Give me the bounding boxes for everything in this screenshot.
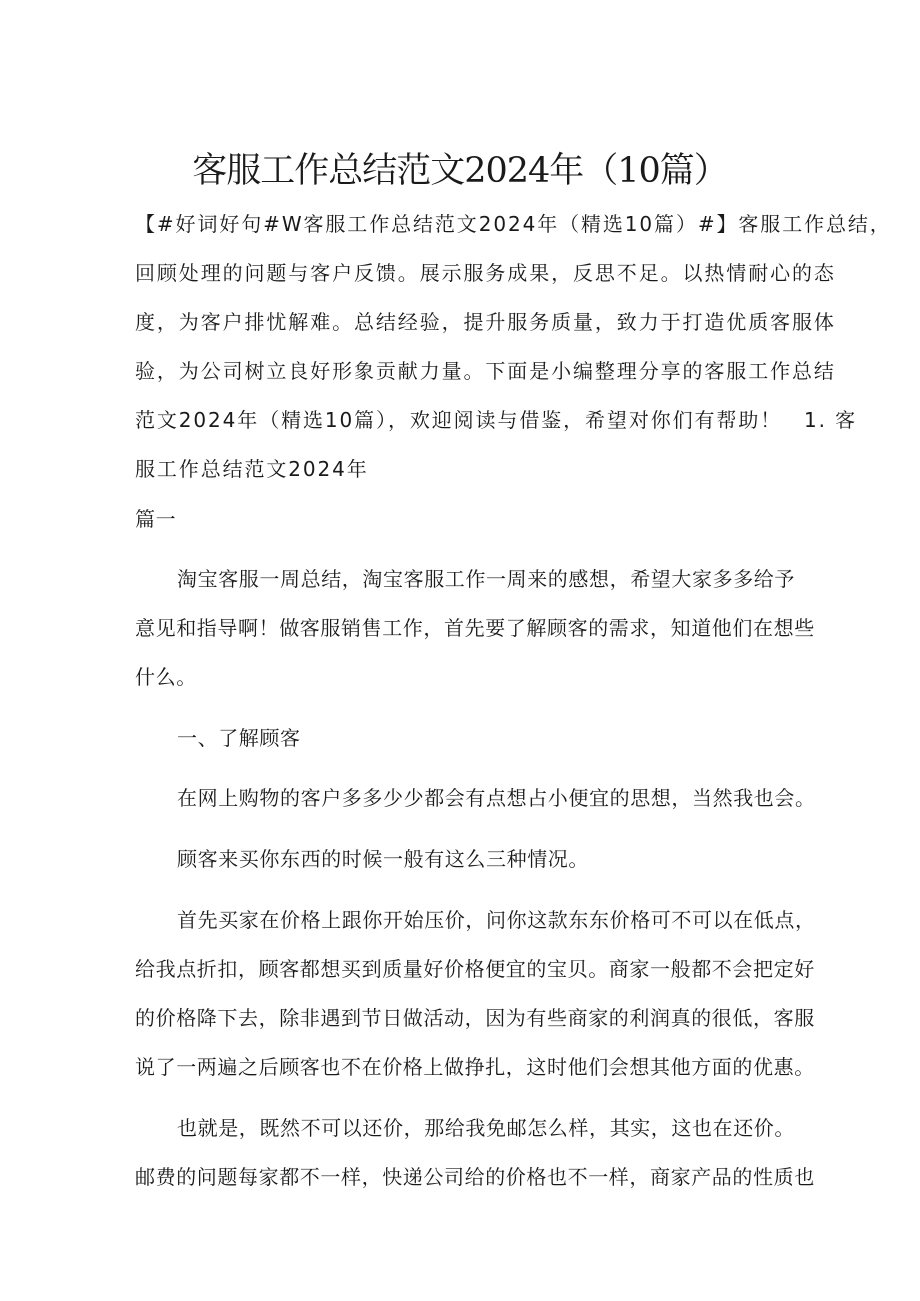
paragraph-line: 的价格降下去，除非遇到节日做活动，因为有些商家的利润真的很低，客服	[135, 1006, 815, 1030]
paragraph-line: 淘宝客服一周总结，淘宝客服工作一周来的感想，希望大家多多给予	[177, 567, 795, 591]
subheading: 一、了解顾客	[177, 726, 301, 750]
paragraph-line: 给我点折扣，顾客都想买到质量好价格便宜的宝贝。商家一般都不会把定好	[135, 957, 815, 981]
intro-line: 【#好词好句#W客服工作总结范文2024年（精选10篇）#】客服工作总结，	[135, 212, 892, 236]
paragraph-line: 首先买家在价格上跟你开始压价，问你这款东东价格可不可以在低点，	[177, 908, 816, 932]
intro-line: 服工作总结范文2024年	[135, 457, 369, 481]
intro-line: 范文2024年（精选10篇），欢迎阅读与借鉴，希望对你们有帮助！ 1. 客	[135, 408, 858, 432]
intro-line: 度，为客户排忧解难。总结经验，提升服务质量，致力于打造优质客服体	[135, 310, 836, 334]
document-title: 客服工作总结范文2024年（10篇）	[192, 151, 728, 191]
paragraph-line: 也就是，既然不可以还价，那给我免邮怎么样，其实，这也在还价。	[177, 1116, 795, 1140]
paragraph-line: 顾客来买你东西的时候一般有这么三种情况。	[177, 847, 589, 871]
paragraph-line: 在网上购物的客户多多少少都会有点想占小便宜的思想，当然我也会。	[177, 786, 816, 810]
paragraph-line: 意见和指导啊！做客服销售工作，首先要了解顾客的需求，知道他们在想些	[135, 616, 815, 640]
section-heading: 篇一	[135, 507, 177, 531]
intro-line: 验，为公司树立良好形象贡献力量。下面是小编整理分享的客服工作总结	[135, 359, 836, 383]
intro-line: 回顾处理的问题与客户反馈。展示服务成果，反思不足。以热情耐心的态	[135, 261, 836, 285]
paragraph-line: 说了一两遍之后顾客也不在价格上做挣扎，这时他们会想其他方面的优惠。	[135, 1055, 815, 1079]
paragraph-line: 什么。	[135, 665, 197, 689]
paragraph-line: 邮费的问题每家都不一样，快递公司给的价格也不一样，商家产品的性质也	[135, 1165, 815, 1189]
